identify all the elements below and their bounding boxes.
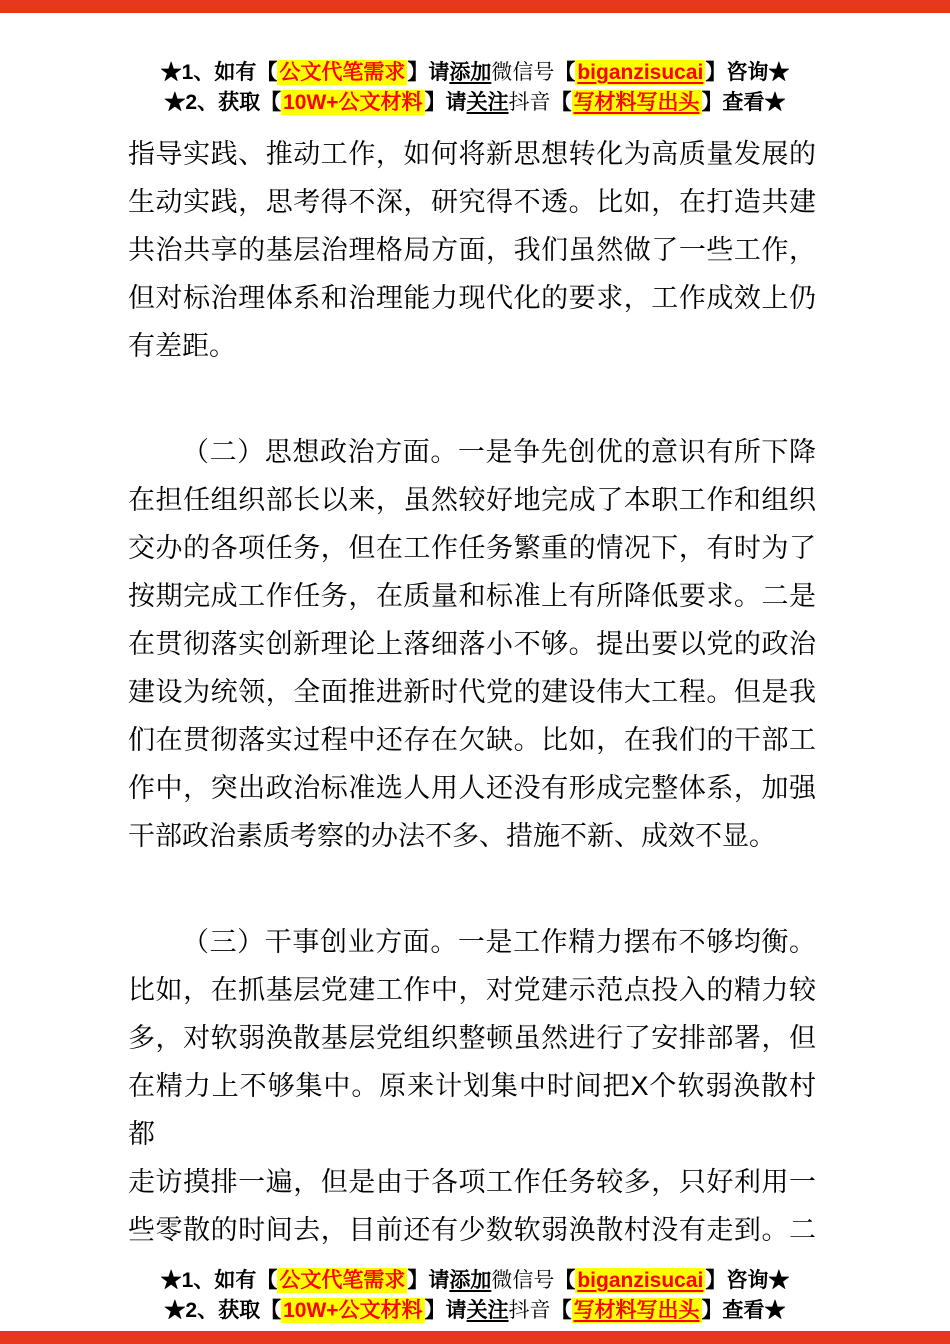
- bracket-open: 【: [554, 1269, 576, 1292]
- promo-line1-suffix: 】咨询★: [705, 1269, 790, 1292]
- bracket-open: 【: [554, 61, 576, 84]
- promo-line2-mid: 】请: [424, 1299, 467, 1322]
- materials-keyword: 10W+公文材料: [283, 1299, 423, 1322]
- text-line: 走访摸排一遍，但是由于各项工作任务较多，只好利用一: [128, 1167, 816, 1197]
- text-line: 作中，突出政治标准选人用人还没有形成完整体系，加强: [128, 773, 816, 803]
- service-keyword: 公文代笔需求: [279, 61, 406, 84]
- promo-line1-mid: 】请: [407, 1269, 450, 1292]
- text-line: 指导实践、推动工作，如何将新思想转化为高质量发展的: [128, 139, 816, 169]
- douyin-account: 写材料写出头: [573, 91, 700, 114]
- text-line: 们在贯彻落实过程中还存在欠缺。比如，在我们的干部工: [128, 725, 816, 755]
- text-line: 在担任组织部长以来，虽然较好地完成了本职工作和组织: [128, 485, 816, 515]
- text-line: 在贯彻落实创新理论上落细落小不够。提出要以党的政治: [128, 629, 816, 659]
- bracket-open: 【: [550, 1299, 572, 1322]
- promo-line2-prefix: ★2、获取【: [164, 91, 282, 114]
- promo-line1-suffix: 】咨询★: [705, 61, 790, 84]
- douyin-label: 抖音: [508, 1299, 551, 1322]
- paragraph-1: [128, 130, 816, 370]
- promo-line-2: [0, 1296, 950, 1326]
- action-follow: 关注: [466, 91, 509, 114]
- paragraph-2: [128, 428, 816, 860]
- promo-line2-mid: 】请: [424, 91, 467, 114]
- promo-line1-prefix: ★1、如有【: [160, 61, 278, 84]
- text-line: 交办的各项任务，但在工作任务繁重的情况下，有时为了: [128, 533, 816, 563]
- service-keyword: 公文代笔需求: [279, 1269, 406, 1292]
- promo-line1-mid: 】请: [407, 61, 450, 84]
- action-add: 添加: [449, 1269, 492, 1292]
- promo-line-2: [0, 88, 950, 118]
- materials-keyword: 10W+公文材料: [283, 91, 423, 114]
- text-line: 建设为统领，全面推进新时代党的建设伟大工程。但是我: [128, 677, 816, 707]
- paragraph-3: [128, 918, 816, 1254]
- text-line: 比如，在抓基层党建工作中，对党建示范点投入的精力较: [128, 975, 816, 1005]
- text-line: （三）干事创业方面。一是工作精力摆布不够均衡。: [182, 927, 816, 957]
- action-follow: 关注: [466, 1299, 509, 1322]
- wechat-id: biganzisucai: [577, 1269, 704, 1292]
- text-line: 些零散的时间去，目前还有少数软弱涣散村没有走到。二: [128, 1215, 816, 1245]
- text-line: 生动实践，思考得不深，研究得不透。比如，在打造共建: [128, 187, 816, 217]
- text-line: 但对标治理体系和治理能力现代化的要求，工作成效上仍: [128, 283, 816, 313]
- text-line: 多，对软弱涣散基层党组织整顿虽然进行了安排部署，但: [128, 1023, 816, 1053]
- wechat-id: biganzisucai: [577, 61, 704, 84]
- promo-line-1: [0, 58, 950, 88]
- text-line: 干部政治素质考察的办法不多、措施不新、成效不显。: [128, 821, 776, 851]
- promo-line2-suffix: 】查看★: [701, 1299, 786, 1322]
- wechat-label: 微信号: [491, 1269, 555, 1292]
- promo-header: [0, 0, 950, 118]
- promo-line1-prefix: ★1、如有【: [160, 1269, 278, 1292]
- document-body: [128, 130, 816, 1254]
- text-line: 共治共享的基层治理格局方面，我们虽然做了一些工作，: [128, 235, 816, 265]
- promo-footer: [0, 1254, 950, 1326]
- text-line: 按期完成工作任务，在质量和标准上有所降低要求。二是: [128, 581, 816, 611]
- top-red-border: [0, 0, 950, 13]
- text-line: 在精力上不够集中。原来计划集中时间把X个软弱涣散村都: [128, 1071, 816, 1149]
- text-line: 有差距。: [128, 331, 236, 361]
- promo-line2-suffix: 】查看★: [701, 91, 786, 114]
- douyin-account: 写材料写出头: [573, 1299, 700, 1322]
- douyin-label: 抖音: [508, 91, 551, 114]
- wechat-label: 微信号: [491, 61, 555, 84]
- promo-line2-prefix: ★2、获取【: [164, 1299, 282, 1322]
- promo-line-1: [0, 1266, 950, 1296]
- bottom-red-border: [0, 1331, 950, 1344]
- text-line: （二）思想政治方面。一是争先创优的意识有所下降: [182, 437, 816, 467]
- action-add: 添加: [449, 61, 492, 84]
- bracket-open: 【: [550, 91, 572, 114]
